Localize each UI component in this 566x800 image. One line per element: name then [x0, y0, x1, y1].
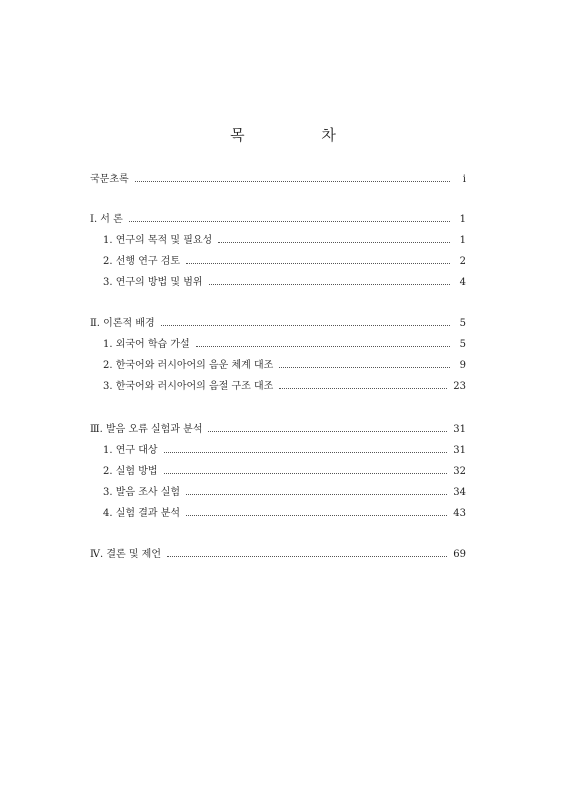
toc-entry-section-3-2[interactable] [103, 466, 466, 478]
toc-entry-section-1-3[interactable] [103, 277, 466, 289]
toc-entry-label: 1. 연구 대상 [103, 445, 158, 456]
toc-entry-section-1-1[interactable] [103, 235, 466, 247]
page-title: 목 차 [230, 126, 372, 144]
dot-leader [129, 221, 450, 222]
toc-entry-section-1-2[interactable] [103, 256, 466, 268]
toc-entry-chapter-3[interactable] [90, 424, 466, 436]
dot-leader [186, 515, 447, 516]
dot-leader [161, 325, 450, 326]
toc-entry-page: 31 [453, 424, 466, 435]
toc-entry-abstract[interactable] [90, 174, 466, 186]
dot-leader [196, 346, 450, 347]
dot-leader [209, 284, 450, 285]
toc-entry-label: 3. 연구의 방법 및 범위 [103, 277, 203, 288]
toc-entry-page: 69 [453, 549, 466, 560]
toc-entry-label: 2. 실험 방법 [103, 466, 158, 477]
dot-leader [208, 431, 447, 432]
dot-leader [218, 242, 450, 243]
toc-entry-page: 9 [459, 360, 466, 371]
toc-entry-label: 1. 외국어 학습 가설 [103, 339, 190, 350]
toc-entry-page: 5 [459, 318, 466, 329]
dot-leader [167, 556, 447, 557]
dot-leader [164, 473, 448, 474]
toc-entry-page: i [462, 174, 466, 185]
toc-entry-page: 34 [453, 487, 466, 498]
toc-entry-chapter-1[interactable] [90, 214, 466, 226]
toc-entry-label: 2. 한국어와 러시아어의 음운 체계 대조 [103, 360, 274, 371]
dot-leader [279, 367, 450, 368]
dot-leader [279, 388, 447, 389]
toc-entry-label: Ⅲ. 발음 오류 실험과 분석 [90, 424, 203, 435]
toc-entry-page: 5 [459, 339, 466, 350]
toc-entry-page: 1 [459, 235, 466, 246]
dot-leader [135, 181, 450, 182]
toc-entry-page: 23 [453, 381, 466, 392]
toc-entry-page: 1 [459, 214, 466, 225]
toc-entry-label: 4. 실험 결과 분석 [103, 508, 181, 519]
toc-entry-section-3-4[interactable] [103, 508, 466, 520]
toc-entry-chapter-4[interactable] [90, 549, 466, 561]
dot-leader [186, 263, 450, 264]
dot-leader [186, 494, 447, 495]
toc-entry-section-3-1[interactable] [103, 445, 466, 457]
toc-entry-page: 31 [453, 445, 466, 456]
toc-entry-section-2-3[interactable] [103, 381, 466, 393]
toc-entry-label: 1. 연구의 목적 및 필요성 [103, 235, 213, 246]
dot-leader [164, 452, 448, 453]
toc-entry-page: 2 [459, 256, 466, 267]
toc-entry-section-3-3[interactable] [103, 487, 466, 499]
toc-entry-label: 2. 선행 연구 검토 [103, 256, 181, 267]
toc-entry-label: 국문초록 [90, 174, 129, 185]
toc-entry-section-2-2[interactable] [103, 360, 466, 372]
toc-entry-page: 4 [459, 277, 466, 288]
toc-entry-section-2-1[interactable] [103, 339, 466, 351]
toc-entry-chapter-2[interactable] [90, 318, 466, 330]
toc-entry-label: Ⅰ. 서 론 [90, 214, 123, 225]
toc-entry-label: Ⅱ. 이론적 배경 [90, 318, 155, 329]
toc-entry-page: 32 [453, 466, 466, 477]
toc-entry-label: 3. 발음 조사 실험 [103, 487, 181, 498]
toc-entry-label: Ⅳ. 결론 및 제언 [90, 549, 162, 560]
toc-entry-label: 3. 한국어와 러시아어의 음절 구조 대조 [103, 381, 274, 392]
toc-entry-page: 43 [453, 508, 466, 519]
